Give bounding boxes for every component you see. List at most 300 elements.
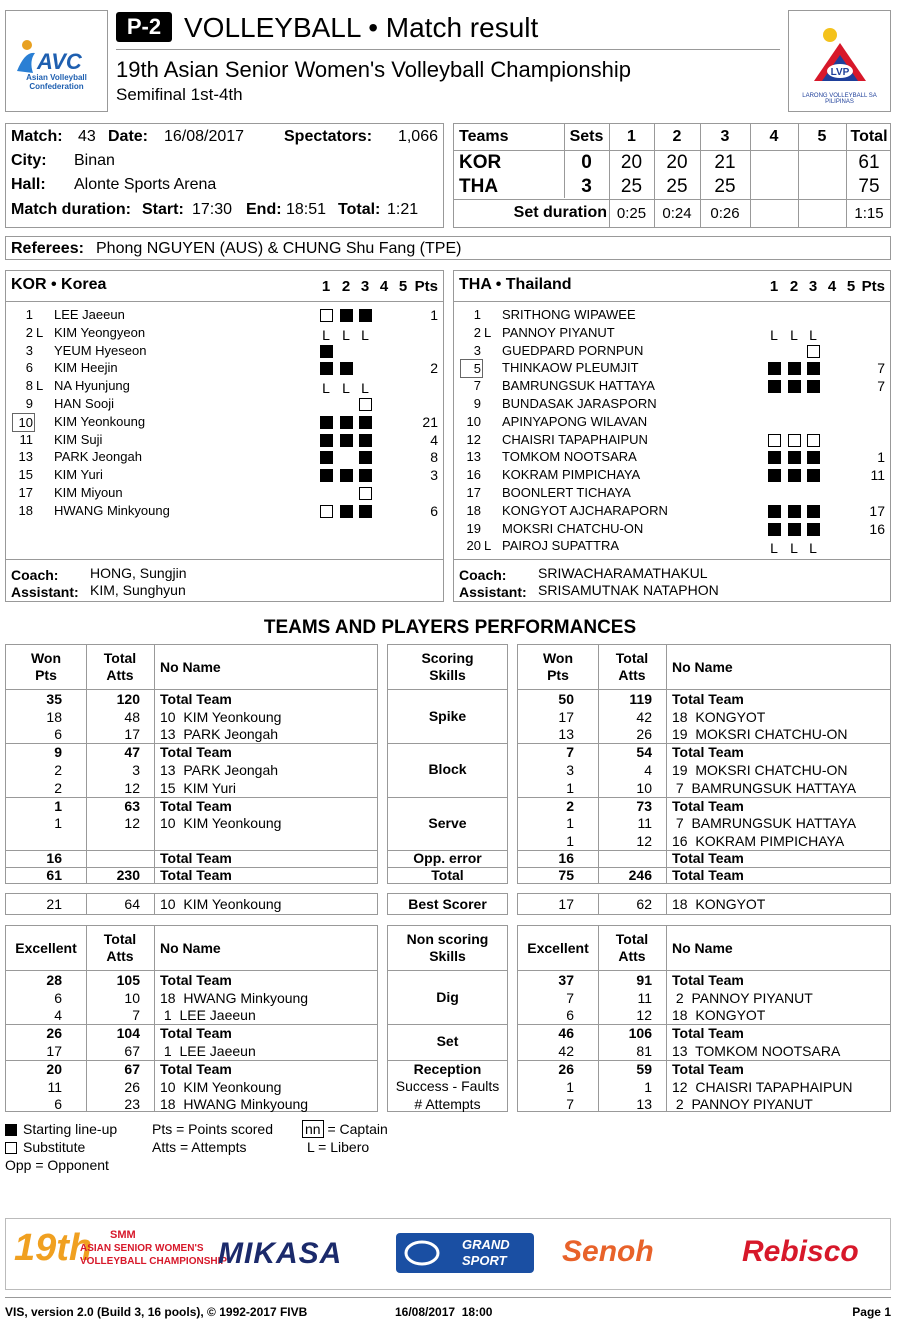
- scoring-row-won: 2: [54, 762, 62, 778]
- header-divider: [6, 689, 377, 690]
- total-row-player: Total Team: [160, 867, 232, 883]
- player-row: [454, 325, 890, 343]
- starting-square-icon: [788, 505, 801, 518]
- total-header: Total: [615, 650, 649, 666]
- nonscoring-row-atts: 67: [124, 1061, 140, 1077]
- score-cell-s1: 25: [620, 176, 643, 197]
- scoring-kor: [5, 644, 378, 884]
- event-logo-smm: SMM: [110, 1229, 136, 1241]
- player-row: [6, 414, 443, 432]
- nonscoring-row-won: 26: [558, 1061, 574, 1077]
- player-number: 10: [466, 413, 481, 429]
- score-cell-s2: 25: [666, 176, 688, 197]
- header-divider: [518, 970, 890, 971]
- col-divider: [154, 926, 155, 1111]
- starting-square-icon: [768, 362, 781, 375]
- sponsor-bar: [5, 1218, 891, 1290]
- starting-square-icon: [320, 434, 333, 447]
- player-points: 3: [430, 467, 438, 484]
- nonscoring-row-atts: 26: [124, 1078, 140, 1095]
- event-logo-number: 19th: [14, 1227, 93, 1269]
- player-number: 2: [25, 324, 33, 340]
- libero-set-mark: L: [342, 326, 350, 343]
- nonscoring-row-atts: 59: [636, 1061, 652, 1077]
- nonscoring-row-won: 6: [54, 1096, 62, 1113]
- libero-set-mark: L: [790, 540, 798, 557]
- nonscoring-row-won: 6: [54, 989, 62, 1006]
- player-row: [6, 432, 443, 450]
- starting-square-icon: [788, 362, 801, 375]
- scoring-row-player: 10 KIM Yeonkoung: [160, 708, 282, 725]
- skills-header-1: Scoring: [421, 650, 474, 666]
- score-header: 1: [627, 128, 636, 145]
- total-value: 1:21: [387, 201, 419, 218]
- starting-square-icon: [340, 416, 353, 429]
- header-divider: [518, 689, 890, 690]
- scoring-row-player: Total Team: [672, 797, 744, 814]
- set-column-header: Pts: [414, 278, 438, 295]
- player-number: 17: [18, 485, 33, 500]
- player-row: [6, 343, 443, 361]
- starting-square-icon: [340, 309, 353, 322]
- scoring-row-won: 17: [558, 708, 574, 725]
- skill-label: Opp. error: [413, 850, 482, 866]
- footer-page: Page 1: [852, 1305, 891, 1319]
- starting-square-icon: [320, 416, 333, 429]
- scoring-row-atts: 17: [124, 726, 140, 743]
- scoring-row-atts: 12: [636, 833, 652, 849]
- nonscoring-row-won: 46: [558, 1025, 574, 1041]
- starting-square-icon: [807, 380, 820, 393]
- nonscoring-row-atts: 104: [116, 1025, 140, 1041]
- libero-mark: L: [36, 324, 44, 340]
- set-duration-label: Set duration: [513, 204, 607, 221]
- starting-square-icon: [768, 523, 781, 536]
- col-divider: [154, 645, 155, 883]
- scoring-row-atts: 63: [124, 797, 140, 814]
- score-header: Sets: [569, 128, 604, 145]
- player-row: [454, 396, 890, 414]
- nonscoring-row-player: 1 LEE Jaeeun: [160, 1042, 256, 1059]
- player-number: 9: [473, 396, 481, 411]
- set-duration-value: 0:24: [662, 205, 692, 222]
- coach-divider: [6, 559, 443, 560]
- score-header: Total: [850, 128, 888, 145]
- player-name: KIM Yeongyeon: [54, 324, 146, 340]
- nonscoring-row-atts: 23: [124, 1096, 140, 1113]
- nonscoring-row-won: 28: [46, 972, 62, 988]
- starting-square-icon: [340, 434, 353, 447]
- player-name: KIM Suji: [54, 431, 103, 447]
- player-number-captain: 10: [12, 413, 35, 432]
- scoring-row-player: 16 KOKRAM PIMPICHAYA: [672, 833, 845, 849]
- score-cell-sets: 3: [581, 176, 592, 197]
- player-points: 7: [877, 378, 885, 395]
- player-name: BOONLERT TICHAYA: [502, 485, 631, 500]
- player-row: [6, 485, 443, 503]
- score-header: 5: [817, 128, 827, 145]
- atts-header: Atts: [618, 948, 646, 964]
- skill-label: Dig: [436, 989, 459, 1005]
- header-divider: [388, 689, 507, 690]
- excellent-header: Excellent: [527, 940, 589, 956]
- scoring-row-player: 19 MOKSRI CHATCHU-ON: [672, 726, 848, 743]
- nonscoring-row-player: 18 KONGYOT: [672, 1007, 766, 1024]
- best-scorer-row-won: 21: [46, 896, 62, 912]
- spectators-value: 1,066: [397, 128, 438, 145]
- scoring-row-atts: 48: [124, 708, 140, 725]
- scoring-row-player: 7 BAMRUNGSUK HATTAYA: [672, 815, 857, 832]
- starting-square-icon: [320, 469, 333, 482]
- player-points: 8: [430, 449, 438, 466]
- senoh-logo: Senoh: [562, 1235, 654, 1268]
- scoring-row-won: 1: [566, 833, 574, 849]
- scoring-row-player: 19 MOKSRI CHATCHU-ON: [672, 762, 848, 778]
- opp-error-row-won: 16: [46, 850, 62, 866]
- player-name: YEUM Hyeseon: [54, 342, 147, 358]
- header-divider: [6, 970, 377, 971]
- won-header: Won: [542, 650, 574, 666]
- score-table: [453, 123, 891, 228]
- avc-logo-box: [5, 10, 108, 112]
- scoring-row-won: 18: [46, 708, 62, 725]
- spectators-label: Spectators:: [284, 128, 373, 145]
- scoring-row-player: Total Team: [672, 744, 744, 761]
- date-value: 16/08/2017: [164, 128, 245, 145]
- starting-square-icon: [788, 523, 801, 536]
- starting-square-icon: [359, 469, 372, 482]
- total-row-won: 75: [558, 867, 574, 883]
- libero-mark: L: [36, 378, 44, 394]
- scoring-row-player: Total Team: [160, 691, 232, 707]
- set-column-header: 5: [846, 278, 856, 295]
- starting-square-icon: [807, 469, 820, 482]
- player-row: [454, 414, 890, 432]
- skills-header-2: Skills: [429, 948, 466, 964]
- coach-divider: [454, 559, 890, 560]
- score-cell-team: THA: [459, 176, 499, 197]
- col-divider: [666, 926, 667, 1111]
- player-name: APINYAPONG WILAVAN: [502, 413, 648, 429]
- avc-logo-caption: Asian Volleyball Confederation: [26, 73, 87, 91]
- scoring-row-won: 2: [54, 779, 62, 796]
- score-header: 4: [769, 128, 779, 145]
- footer-datetime: 16/08/2017 18:00: [395, 1305, 493, 1319]
- event-logo: [14, 1227, 228, 1285]
- team-roster-kor: [5, 270, 444, 602]
- player-points: 16: [869, 520, 885, 537]
- nonscoring-row-won: 17: [46, 1042, 62, 1059]
- coach-label: Coach:: [11, 567, 59, 583]
- libero-set-mark: L: [790, 326, 798, 343]
- score-cell-s3: 25: [714, 176, 736, 197]
- legend-atts: Atts = Attempts: [152, 1139, 247, 1155]
- city-label: City:: [11, 152, 47, 169]
- total-label: Total:: [338, 201, 381, 218]
- starting-square-icon: [340, 362, 353, 375]
- player-name: BAMRUNGSUK HATTAYA: [502, 378, 655, 394]
- nonscoring-row-won: 1: [566, 1078, 574, 1095]
- starting-square-icon: [788, 380, 801, 393]
- scoring-row-atts: 54: [636, 744, 652, 761]
- starting-square-icon: [320, 345, 333, 358]
- player-name: KIM Miyoun: [54, 485, 123, 500]
- substitute-square-icon: [320, 505, 333, 518]
- start-label: Start:: [142, 201, 184, 218]
- player-number: 9: [25, 396, 33, 411]
- referees-panel: [5, 236, 891, 260]
- scoring-row-won: 1: [566, 815, 574, 832]
- starting-square-icon: [807, 362, 820, 375]
- coach-label: Coach:: [459, 567, 507, 583]
- player-row: [6, 449, 443, 467]
- footer-version: VIS, version 2.0 (Build 3, 16 pools), © 1992-2017 FIVB: [5, 1305, 308, 1319]
- player-row: [454, 538, 890, 556]
- date-label: Date:: [108, 128, 149, 145]
- libero-set-mark: L: [809, 540, 817, 557]
- scoring-tha: [517, 644, 891, 884]
- set-column-header: 2: [341, 278, 351, 295]
- player-points: 21: [422, 413, 438, 430]
- scoring-row-atts: 4: [644, 762, 652, 778]
- scoring-row-atts: 12: [124, 815, 140, 832]
- player-name: KIM Yeonkoung: [54, 413, 146, 429]
- page-title: VOLLEYBALL • Match result: [184, 12, 539, 43]
- legend-libero: L = Libero: [307, 1139, 370, 1155]
- total-row-won: 61: [46, 867, 62, 883]
- starting-square-icon: [807, 451, 820, 464]
- nonscoring-skills: [387, 925, 508, 1112]
- nonscoring-row-player: Total Team: [672, 1025, 744, 1041]
- nonscoring-row-won: 7: [566, 1096, 574, 1113]
- scoring-row-player: Total Team: [672, 691, 744, 707]
- best-scorer-tha: [517, 893, 891, 915]
- best-scorer-row-player: 10 KIM Yeonkoung: [160, 896, 282, 912]
- assistant-label: Assistant:: [459, 584, 527, 600]
- nonscoring-row-won: 7: [566, 989, 574, 1006]
- substitute-square-icon: [5, 1142, 17, 1154]
- starting-square-icon: [359, 505, 372, 518]
- captain-box-icon: nn: [302, 1120, 324, 1138]
- set-column-header: 5: [398, 278, 408, 295]
- best-scorer-row-won: 17: [558, 896, 574, 912]
- noname-header: No Name: [672, 940, 733, 956]
- starting-square-icon: [788, 469, 801, 482]
- player-name: LEE Jaeeun: [54, 307, 125, 322]
- lvp-logo-icon: [800, 19, 880, 89]
- nonscoring-row-player: 12 CHAISRI TAPAPHAIPUN: [672, 1078, 853, 1095]
- player-number: 8: [25, 378, 33, 394]
- score-header: Teams: [459, 128, 509, 145]
- end-label: End:: [246, 201, 282, 218]
- player-number: 1: [25, 307, 33, 322]
- player-points: 2: [430, 360, 438, 377]
- city-value: Binan: [74, 152, 115, 169]
- player-points: 1: [430, 307, 438, 323]
- event-name: 19th Asian Senior Women's Volleyball Championship: [116, 57, 631, 82]
- skill-sublabel: Success - Faults: [395, 1078, 500, 1094]
- nonscoring-row-atts: 11: [637, 989, 652, 1006]
- scoring-row-atts: 10: [636, 779, 652, 796]
- set-column-header: 1: [769, 278, 779, 295]
- player-name: TOMKOM NOOTSARA: [502, 449, 637, 465]
- set-duration-value: 1:15: [854, 205, 884, 222]
- player-name: MOKSRI CHATCHU-ON: [502, 520, 644, 536]
- atts-header: Atts: [106, 667, 134, 683]
- player-row: [454, 485, 890, 503]
- set-column-header: 3: [808, 278, 818, 295]
- coach-name: SRIWACHARAMATHAKUL: [538, 565, 708, 581]
- substitute-square-icon: [768, 434, 781, 447]
- set-column-header: 3: [360, 278, 370, 295]
- player-row: [6, 467, 443, 485]
- noname-header: No Name: [672, 659, 733, 675]
- starting-square-icon: [807, 523, 820, 536]
- libero-set-mark: L: [342, 380, 350, 397]
- starting-square-icon: [768, 380, 781, 393]
- starting-square-icon: [807, 505, 820, 518]
- player-row: [454, 467, 890, 485]
- nonscoring-row-won: 26: [46, 1025, 62, 1041]
- player-number: 15: [18, 467, 33, 483]
- scoring-skills: [387, 644, 508, 884]
- player-name: KONGYOT AJCHARAPORN: [502, 502, 668, 518]
- player-row: [6, 378, 443, 396]
- total-row-atts: 230: [116, 867, 140, 883]
- player-number: 1: [473, 307, 481, 322]
- skill-label: Block: [428, 761, 467, 778]
- scoring-row-atts: 12: [124, 779, 140, 796]
- total-header: Total: [103, 650, 137, 666]
- set-column-header: 2: [789, 278, 799, 295]
- mikasa-logo: MIKASA: [218, 1237, 343, 1270]
- score-cell-s2: 20: [666, 152, 688, 173]
- scoring-row-won: 6: [54, 726, 62, 743]
- nonscoring-tha: [517, 925, 891, 1112]
- total-row-atts: 246: [628, 867, 652, 883]
- best-scorer-row-atts: 64: [124, 896, 140, 912]
- nonscoring-row-atts: 81: [636, 1042, 652, 1059]
- player-number: 19: [466, 520, 481, 536]
- group-divider: [388, 743, 507, 744]
- grandsport-logo: [396, 1233, 534, 1273]
- title-divider: [116, 49, 780, 50]
- noname-header: No Name: [160, 659, 221, 675]
- player-row: [454, 503, 890, 521]
- skills-header-1: Non scoring: [406, 931, 489, 947]
- scoring-row-player: Total Team: [160, 744, 232, 761]
- footer-line: [5, 1297, 891, 1298]
- scoring-row-atts: 26: [636, 726, 652, 743]
- set-column-header: Pts: [861, 278, 885, 295]
- player-row: [6, 360, 443, 378]
- score-cell-sets: 0: [581, 152, 592, 173]
- total-header: Total: [615, 931, 649, 947]
- nonscoring-row-atts: 91: [636, 972, 652, 988]
- nonscoring-row-player: 18 HWANG Minkyoung: [160, 1096, 309, 1113]
- player-name: KIM Heejin: [54, 360, 118, 376]
- grandsport-text2: SPORT: [462, 1253, 507, 1268]
- scoring-row-won: 1: [54, 797, 62, 814]
- opp-error-row-player: Total Team: [160, 850, 232, 866]
- best-scorer-kor: [5, 893, 378, 915]
- legend: [5, 1121, 425, 1177]
- scoring-row-won: 1: [566, 779, 574, 796]
- libero-set-mark: L: [770, 326, 778, 343]
- nonscoring-row-won: 6: [566, 1007, 574, 1024]
- score-cell-team: KOR: [459, 152, 502, 173]
- substitute-square-icon: [359, 487, 372, 500]
- legend-captain: nn = Captain: [302, 1121, 388, 1137]
- player-number: 2: [473, 324, 481, 340]
- skills-header-2: Skills: [429, 667, 466, 683]
- performance-title: TEAMS AND PLAYERS PERFORMANCES: [263, 617, 637, 638]
- player-number: 16: [466, 467, 481, 483]
- player-number: 7: [473, 378, 481, 394]
- nonscoring-row-player: 2 PANNOY PIYANUT: [672, 989, 813, 1006]
- starting-square-icon: [340, 469, 353, 482]
- skill-label: Set: [436, 1033, 459, 1049]
- nonscoring-row-atts: 10: [124, 989, 140, 1006]
- nonscoring-row-atts: 105: [116, 972, 140, 988]
- assistant-name: SRISAMUTNAK NATAPHON: [538, 582, 719, 598]
- lvp-logo-text: LVP: [830, 67, 850, 78]
- nonscoring-row-atts: 1: [644, 1078, 652, 1095]
- lvp-logo-caption: LARONG VOLLEYBALL SA PILIPINAS: [802, 93, 877, 105]
- pts-header: Pts: [35, 667, 57, 683]
- player-number: 20: [466, 538, 481, 554]
- total-row-player: Total Team: [672, 867, 744, 883]
- player-name: NA Hyunjung: [54, 378, 130, 394]
- score-header: 3: [720, 128, 730, 145]
- player-name: GUEDPARD PORNPUN: [502, 342, 644, 358]
- nonscoring-row-atts: 106: [628, 1025, 652, 1041]
- player-name: HWANG Minkyoung: [54, 502, 170, 518]
- excellent-header: Excellent: [15, 940, 77, 956]
- legend-pts: Pts = Points scored: [152, 1121, 274, 1137]
- col-divider: [154, 894, 155, 914]
- best-scorer-label: Best Scorer: [408, 896, 487, 912]
- scoring-row-atts: 3: [132, 762, 140, 778]
- nonscoring-row-atts: 13: [636, 1096, 652, 1113]
- phase: Semifinal 1st-4th: [116, 85, 243, 104]
- substitute-square-icon: [359, 398, 372, 411]
- player-number-captain: 5: [460, 359, 483, 378]
- libero-set-mark: L: [361, 326, 369, 343]
- starting-square-icon: [320, 362, 333, 375]
- player-points: 1: [877, 449, 885, 466]
- player-number: 11: [19, 431, 33, 447]
- libero-set-mark: L: [361, 380, 369, 397]
- skill-label: Spike: [428, 708, 467, 724]
- legend-starting: Starting line-up: [5, 1121, 117, 1137]
- avc-logo-text: AVC: [37, 49, 82, 74]
- player-name: SRITHONG WIPAWEE: [502, 307, 636, 322]
- scoring-row-atts: 119: [629, 691, 652, 707]
- nonscoring-row-player: Total Team: [160, 1061, 232, 1077]
- atts-header: Atts: [106, 948, 134, 964]
- player-row: [454, 378, 890, 396]
- nonscoring-row-atts: 67: [124, 1042, 140, 1059]
- event-logo-line2: ASIAN SENIOR WOMEN'S: [80, 1243, 204, 1254]
- group-divider: [388, 797, 507, 798]
- player-number: 17: [466, 485, 481, 500]
- player-name: CHAISRI TAPAPHAIPUN: [502, 431, 648, 447]
- scoring-row-atts: 47: [124, 744, 140, 761]
- scoring-row-atts: 73: [636, 797, 652, 814]
- nonscoring-row-atts: 7: [132, 1007, 140, 1024]
- player-row: [454, 360, 890, 378]
